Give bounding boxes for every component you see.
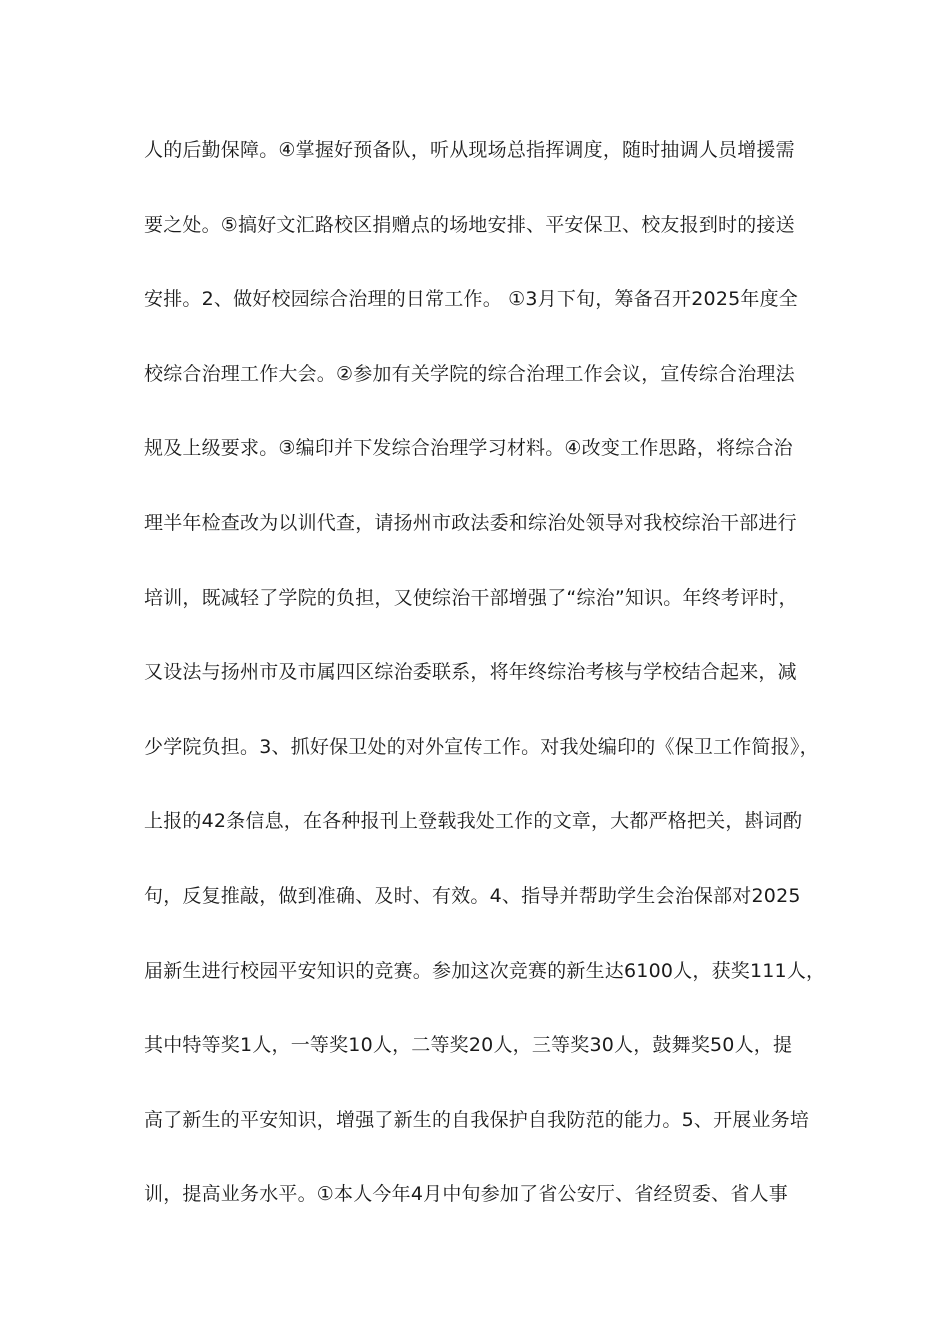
document-body-text bbox=[144, 130, 824, 1249]
text-line: 要之处。⑤搞好文汇路校区捐赠点的场地安排、平安保卫、校友报到时的接送 bbox=[144, 213, 795, 236]
text-line: 规及上级要求。③编印并下发综合治理学习材料。④改变工作思路，将综合治 bbox=[144, 437, 793, 460]
text-line: 校综合治理工作大会。②参加有关学院的综合治理工作会议，宣传综合治理法 bbox=[144, 362, 795, 385]
text-line: 安排。2、做好校园综合治理的日常工作。 ①3月下旬，筹备召开2025年度全 bbox=[144, 288, 799, 311]
text-line: 其中特等奖1人，一等奖10人，二等奖20人，三等奖30人，鼓舞奖50人，提 bbox=[144, 1034, 793, 1057]
text-line: 训，提高业务水平。①本人今年4月中旬参加了省公安厅、省经贸委、省人事 bbox=[144, 1183, 788, 1206]
text-line: 又设法与扬州市及市属四区综治委联系，将年终综治考核与学校结合起来，减 bbox=[144, 661, 797, 684]
text-line: 届新生进行校园平安知识的竞赛。参加这次竞赛的新生达6100人，获奖111人， bbox=[144, 959, 826, 982]
text-line: 句，反复推敲，做到准确、及时、有效。4、指导并帮助学生会治保部对2025 bbox=[144, 884, 801, 907]
text-line: 培训，既减轻了学院的负担，又使综治干部增强了“综治”知识。年终考评时， bbox=[144, 586, 798, 609]
text-line: 高了新生的平安知识，增强了新生的自我保护自我防范的能力。5、开展业务培 bbox=[144, 1108, 810, 1131]
text-line: 人的后勤保障。④掌握好预备队，听从现场总指挥调度，随时抽调人员增援需 bbox=[144, 139, 795, 161]
text-line: 少学院负担。3、抓好保卫处的对外宣传工作。对我处编印的《保卫工作简报》， bbox=[144, 735, 819, 758]
text-line: 理半年检查改为以训代查，请扬州市政法委和综治处领导对我校综治干部进行 bbox=[144, 511, 797, 534]
text-line: 上报的42条信息，在各种报刊上登载我处工作的文章，大都严格把关，斟词酌 bbox=[144, 810, 803, 833]
